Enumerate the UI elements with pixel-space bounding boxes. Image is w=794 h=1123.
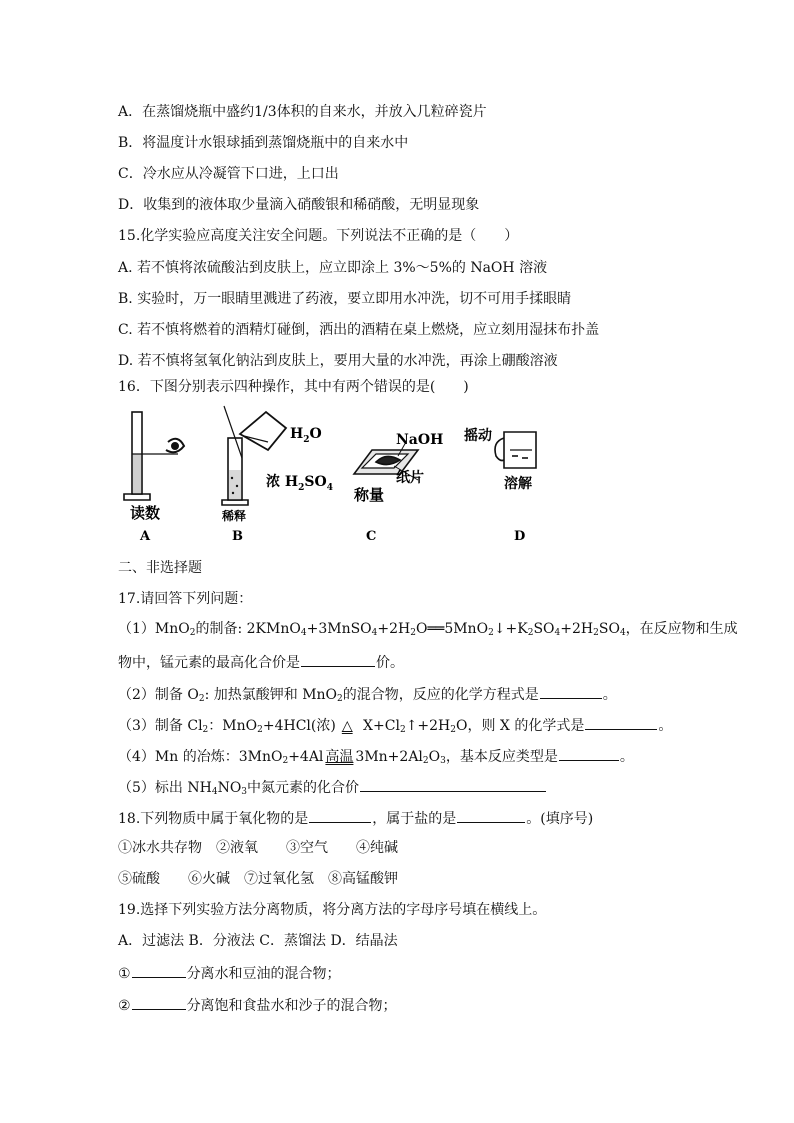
fig-c-caption: 称量 — [354, 486, 385, 504]
q14-option-c: C．冷水应从冷凝管下口进，上口出 — [118, 166, 339, 182]
high-temp-condition: 高温 — [325, 749, 354, 765]
fig-a-caption: 读数 — [130, 504, 161, 522]
fig-c-paper-label: 纸片 — [396, 470, 424, 486]
fig-a-cylinder — [124, 412, 178, 500]
q15-option-b: B. 实验时，万一眼睛里溅进了药液，要立即用水冲洗，切不可用手揉眼睛 — [118, 291, 572, 307]
answer-blank-1[interactable] — [301, 652, 375, 667]
q17-part1-line1: （1）MnO$_2$的制备: $2KMnO_4+3MnSO_4+2H_2O══5MnO_2↓+K_2SO_4+2H_2SO_4$，在反应物和生成 — [118, 621, 738, 638]
q16-figure — [118, 398, 678, 548]
answer-blank-5[interactable] — [360, 777, 546, 792]
fig-b-beaker — [222, 406, 286, 505]
answer-blank-4[interactable] — [559, 746, 619, 761]
q19-stem: 19.选择下列实验方法分离物质，将分离方法的字母序号填在横线上。 — [118, 902, 547, 918]
answer-blank-9[interactable] — [132, 995, 186, 1010]
q19-item-1: ① 分离水和豆油的混合物； — [118, 963, 341, 983]
q18-stem: 18.下列物质中属于氧化物的是 ，属于盐的是 。(填序号) — [118, 808, 593, 828]
answer-blank-3[interactable] — [585, 715, 657, 730]
fig-b-caption: 稀释 — [222, 509, 247, 523]
eye-icon — [166, 439, 184, 452]
q17-part4: （4）Mn 的冶炼：3MnO$_2$+4Al 高温 $3Mn+2Al_2O_3$，基本反应类型是 。 — [118, 746, 634, 766]
q14-option-a: A．在蒸馏烧瓶中盛约1/3体积的自来水，并放入几粒碎瓷片 — [118, 104, 487, 120]
q17-part3: （3）制备 $Cl_2$：MnO$_2$+4HCl(浓) △ $X+Cl_2↑+2H_2O$，则 X 的化学式是 。 — [118, 715, 672, 735]
q17-stem: 17.请回答下列问题： — [118, 591, 253, 607]
q18-choices-row1: ①冰水共存物 ②液氧 ③空气 ④纯碱 — [118, 840, 398, 856]
fig-d-beaker — [495, 432, 536, 468]
fig-d-caption: 溶解 — [504, 476, 532, 492]
fig-d-letter: D — [514, 529, 526, 544]
q17-part2: （2）制备 $O_2$: 加热氯酸钾和 MnO$_2$的混合物，反应的化学方程式是 。 — [118, 684, 617, 704]
section-heading: 二、非选择题 — [118, 560, 202, 576]
q18-choices-row2: ⑤硫酸 ⑥火碱 ⑦过氧化氢 ⑧高锰酸钾 — [118, 871, 398, 887]
q17-part1-line2: 物中，锰元素的最高化合价是 价。 — [118, 652, 404, 672]
q15-option-c: C. 若不慎将燃着的酒精灯碰倒，洒出的酒精在桌上燃烧，应立刻用湿抹布扑盖 — [118, 322, 600, 338]
answer-blank-8[interactable] — [132, 963, 186, 978]
fig-d-shake-label: 摇动 — [464, 428, 492, 444]
heat-condition: △ — [341, 718, 353, 734]
fig-c-letter: C — [366, 529, 377, 544]
q19-item-2: ② 分离饱和食盐水和沙子的混合物； — [118, 995, 397, 1015]
q19-methods: A．过滤法 B．分液法 C．蒸馏法 D．结晶法 — [118, 933, 398, 949]
answer-blank-7[interactable] — [457, 808, 525, 823]
fig-c-naoh-label: NaOH — [396, 432, 444, 448]
fig-b-water-label: $H_2O$ — [290, 426, 322, 445]
q17-part5: （5）标出 $NH_4NO_3$中氮元素的化合价 — [118, 777, 547, 797]
q15-option-a: A. 若不慎将浓硫酸沾到皮肤上，应立即涂上 3%～5%的 NaOH 溶液 — [118, 260, 548, 276]
answer-blank-2[interactable] — [540, 684, 602, 699]
fig-b-acid-label: 浓 $H_2SO_4$ — [266, 474, 333, 493]
q15-stem: 15.化学实验应高度关注安全问题。下列说法不正确的是（ ） — [118, 228, 519, 244]
q14-option-b: B．将温度计水银球插到蒸馏烧瓶中的自来水中 — [118, 135, 409, 151]
answer-blank-6[interactable] — [309, 808, 371, 823]
q15-option-d: D. 若不慎将氢氧化钠沾到皮肤上，要用大量的水冲洗，再涂上硼酸溶液 — [118, 353, 558, 369]
q16-stem: 16．下图分别表示四种操作，其中有两个错误的是( ) — [118, 379, 469, 395]
q14-option-d: D．收集到的液体取少量滴入硝酸银和稀硝酸，无明显现象 — [118, 197, 480, 213]
fig-a-letter: A — [140, 529, 151, 544]
fig-b-letter: B — [232, 529, 243, 544]
